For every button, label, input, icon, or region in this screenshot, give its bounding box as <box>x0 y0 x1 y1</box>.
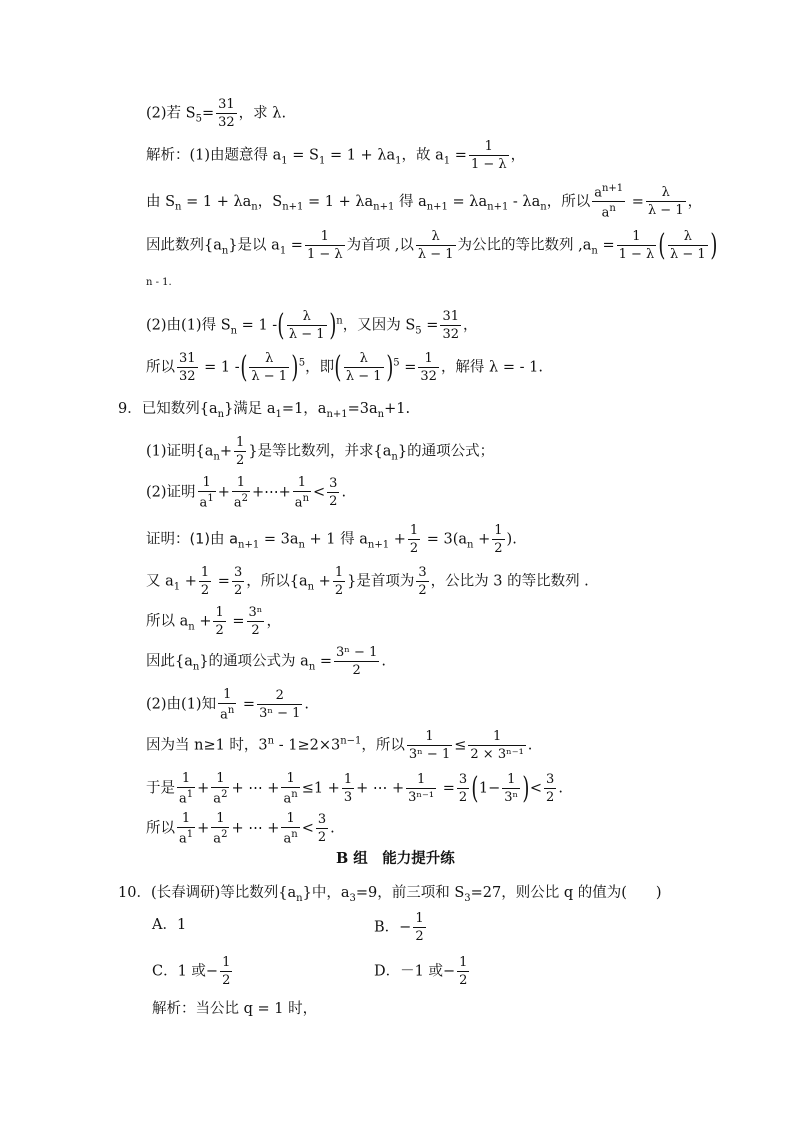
proof-line-5: (2)由(1)知 $\frac{1}{a^n}$ = $\frac{2}{\text{3ⁿ − 1}}$ . <box>146 687 310 723</box>
fraction: $\frac{1}{\text{3ⁿ}}$ <box>504 772 519 806</box>
fraction: $\frac{1}{1 - \lambda}$ <box>618 229 655 262</box>
fraction: $\frac{1}{2}$ <box>222 955 231 988</box>
question-10: 10．(长春调研)等比数列$\{a_n\}$中，$a_3=9$，前三项和 $S_3=27$，则公比 q 的值为( ) <box>118 885 662 904</box>
fraction: $\frac{1}{32}$ <box>420 351 437 384</box>
fraction: $\frac{1}{2}$ <box>494 523 503 556</box>
fraction: $\frac{1}{2}$ <box>415 911 424 944</box>
solution-10: 解析：当公比 q = 1 时， <box>152 1001 318 1017</box>
fraction: $\frac{1}{a^1}$ <box>179 771 194 807</box>
fraction: $\frac{1}{\text{3ⁿ⁻¹}}$ <box>408 772 435 806</box>
fraction: $\frac{1}{a^n}$ <box>220 687 235 723</box>
fraction: $\frac{3}{2}$ <box>233 565 243 598</box>
fraction: $\frac{3}{2}$ <box>458 772 468 806</box>
text: = <box>201 105 215 122</box>
fraction: $\frac{31}{32}$ <box>218 97 235 130</box>
solution-line-5: 所以 $\frac{31}{32}$ = 1 -( $\frac{\lambda}{\lambda - 1}$ )$^5$，即( $\frac{\lambda}{\lambda - 1}$ )$^5$ = $\frac{1}{32}$ ，解得 λ = - 1. <box>146 349 543 385</box>
option-a: A．1 <box>152 917 187 933</box>
proof-line-8: 所以 $\frac{1}{a^1}$ + $\frac{1}{a^2}$ + ⋯ + $\frac{1}{a^n}$ < $\frac{3}{2}$ . <box>146 811 335 847</box>
question-9: 9．已知数列$\{a_n\}$满足 $a_1=1$，$a_{n+1}=3a_n+1$. <box>118 401 411 420</box>
fraction: $\frac{1}{a^2}$ <box>233 475 248 511</box>
fraction: $\frac{\lambda}{\lambda - 1}$ <box>251 351 288 384</box>
exponent-text: n - 1. <box>146 277 172 288</box>
fraction: $\frac{\lambda}{\lambda - 1}$ <box>417 229 454 262</box>
fraction: $\frac{1}{a^2}$ <box>213 811 228 847</box>
fraction: $\frac{1}{a^1}$ <box>179 811 194 847</box>
fraction: $\frac{1}{2}$ <box>200 565 210 598</box>
fraction: $\frac{3}{2}$ <box>317 812 327 846</box>
fraction: $\frac{\lambda}{\lambda - 1}$ <box>345 351 382 384</box>
question-9-part-1: (1)证明{$a_n+$ $\frac{1}{2}$ }是等比数列，并求$\{a_n\}$的通项公式； <box>146 435 495 468</box>
fraction: $\frac{1}{\text{2 × 3ⁿ⁻¹}}$ <box>470 729 524 762</box>
option-d: D．－1 或− $\frac{1}{2}$ <box>374 955 468 988</box>
fraction: $\frac{\lambda}{\lambda - 1}$ <box>647 185 684 219</box>
solution-line-3: 因此数列$\{a_n\}$是以 $a_1$ = $\frac{1}{1 - \lambda}$ 为首项 ,以 $\frac{\lambda}{\lambda - 1}$ 为公比的等比数列 $,a_n$ = $\frac{1}{1 - \lambda}$ ( $\frac{\lambda}{\lambda - 1}$ ) <box>146 227 718 263</box>
fraction: $\frac{\text{3ⁿ − 1}}{2}$ <box>336 645 378 678</box>
text: ，求 λ. <box>238 105 287 122</box>
fraction: $\frac{1}{\text{3ⁿ − 1}}$ <box>408 729 451 762</box>
fraction: $\frac{31}{32}$ <box>442 309 459 342</box>
fraction: $\frac{1}{2}$ <box>459 955 468 988</box>
proof-line-4: 因此$\{a_n\}$的通项公式为 $a_n$ = $\frac{\text{3ⁿ − 1}}{2}$ . <box>146 645 386 678</box>
solution-line-1: 解析：(1)由题意得 $a_1 = S_1 = 1 + \lambda a_1$，故 $a_1$ = $\frac{1}{1 - \lambda}$ ， <box>146 139 526 172</box>
proof-line-7: 于是 $\frac{1}{a^1}$ + $\frac{1}{a^2}$ + ⋯ + $\frac{1}{a^n}$ ≤1 + $\frac{1}{3}$ + ⋯ + $\frac{1}{\text{3ⁿ⁻¹}}$ = $\frac{3}{2}$ (1− $\frac{1}{\text{3ⁿ}}$ )< $\frac{3}{2}$ . <box>146 770 563 807</box>
proof-line-2: 又 $a_1$ + $\frac{1}{2}$ = $\frac{3}{2}$ ，所以{$a_n$ + $\frac{1}{2}$ }是首项为 $\frac{3}{2}$ ，公比为 3 的等比数列 . <box>146 565 589 598</box>
fraction: $\frac{1}{a^2}$ <box>213 771 228 807</box>
fraction: $\frac{\text{3ⁿ}}{2}$ <box>248 605 263 638</box>
proof-line-1: 证明：(1)由 $a_{n+1} = 3a_n + 1$ 得 $a_{n+1}$ + $\frac{1}{2}$ = $3(a_n$ + $\frac{1}{2}$ ). <box>146 523 517 556</box>
problem-2-line: (2)若 $S_5=$ $\frac{31}{32}$ ，求 λ. <box>146 97 287 130</box>
solution-line-4: (2)由(1)得 $S_n = 1$ -( $\frac{\lambda}{\lambda - 1}$ )$^n$，又因为 $S_5$ = $\frac{31}{32}$ ， <box>146 307 478 343</box>
question-9-part-2: (2)证明 $\frac{1}{a^1}$ + $\frac{1}{a^2}$ +⋯+ $\frac{1}{a^n}$ < $\frac{3}{2}$ . <box>146 475 347 511</box>
fraction: $\frac{1}{a^1}$ <box>199 475 214 511</box>
section-title: B 组 能力提升练 <box>336 850 455 867</box>
fraction: $\frac{\lambda}{\lambda - 1}$ <box>670 229 706 262</box>
fraction: $\frac{1}{2}$ <box>409 523 419 556</box>
proof-line-3: 所以 $a_n$ + $\frac{1}{2}$ = $\frac{\text{3ⁿ}}{2}$ ， <box>146 605 281 638</box>
text: (2)若 S <box>146 105 196 122</box>
option-b: B．− $\frac{1}{2}$ <box>374 911 424 944</box>
fraction: $\frac{1}{a^n}$ <box>294 475 310 511</box>
fraction: $\frac{2}{\text{3ⁿ − 1}}$ <box>259 688 301 722</box>
fraction: $\frac{a^{n+1}}{a^n}$ <box>594 183 624 221</box>
fraction: $\frac{1}{1 - \lambda}$ <box>306 229 343 262</box>
fraction: $\frac{1}{a^n}$ <box>283 811 298 847</box>
proof-line-6: 因为当 n≥1 时，$3^n - 1\ge 2\times 3^{n-1}$，所以 $\frac{1}{\text{3ⁿ − 1}}$ ≤ $\frac{1}{\text{2 × 3ⁿ⁻¹}}$ . <box>146 729 533 762</box>
solution-line-2: 由 $S_n = 1 + \lambda a_n$，$S_{n+1} = 1 + \lambda a_{n+1}$ 得 $a_{n+1} = \lambda a_{n+1} - \lambda a_n$，所以 $\frac{a^{n+1}}{a^n}$ = $\frac{\lambda}{\lambda - 1}$ ， <box>146 183 703 221</box>
fraction: $\frac{3}{2}$ <box>329 476 338 510</box>
solution-label: 解析： <box>146 147 190 164</box>
fraction: $\frac{1}{2}$ <box>236 435 245 468</box>
fraction: $\frac{31}{32}$ <box>179 351 196 384</box>
fraction: $\frac{1}{2}$ <box>334 565 344 598</box>
option-c: C．1 或− $\frac{1}{2}$ <box>152 955 231 988</box>
fraction: $\frac{3}{2}$ <box>418 565 427 598</box>
fraction: $\frac{1}{3}$ <box>343 772 353 806</box>
fraction: $\frac{\lambda}{\lambda - 1}$ <box>288 309 325 342</box>
fraction: $\frac{1}{2}$ <box>215 605 224 638</box>
fraction: $\frac{1}{a^n}$ <box>283 771 298 807</box>
fraction: $\frac{1}{1 - \lambda}$ <box>470 139 507 172</box>
fraction: $\frac{3}{2}$ <box>546 772 555 806</box>
